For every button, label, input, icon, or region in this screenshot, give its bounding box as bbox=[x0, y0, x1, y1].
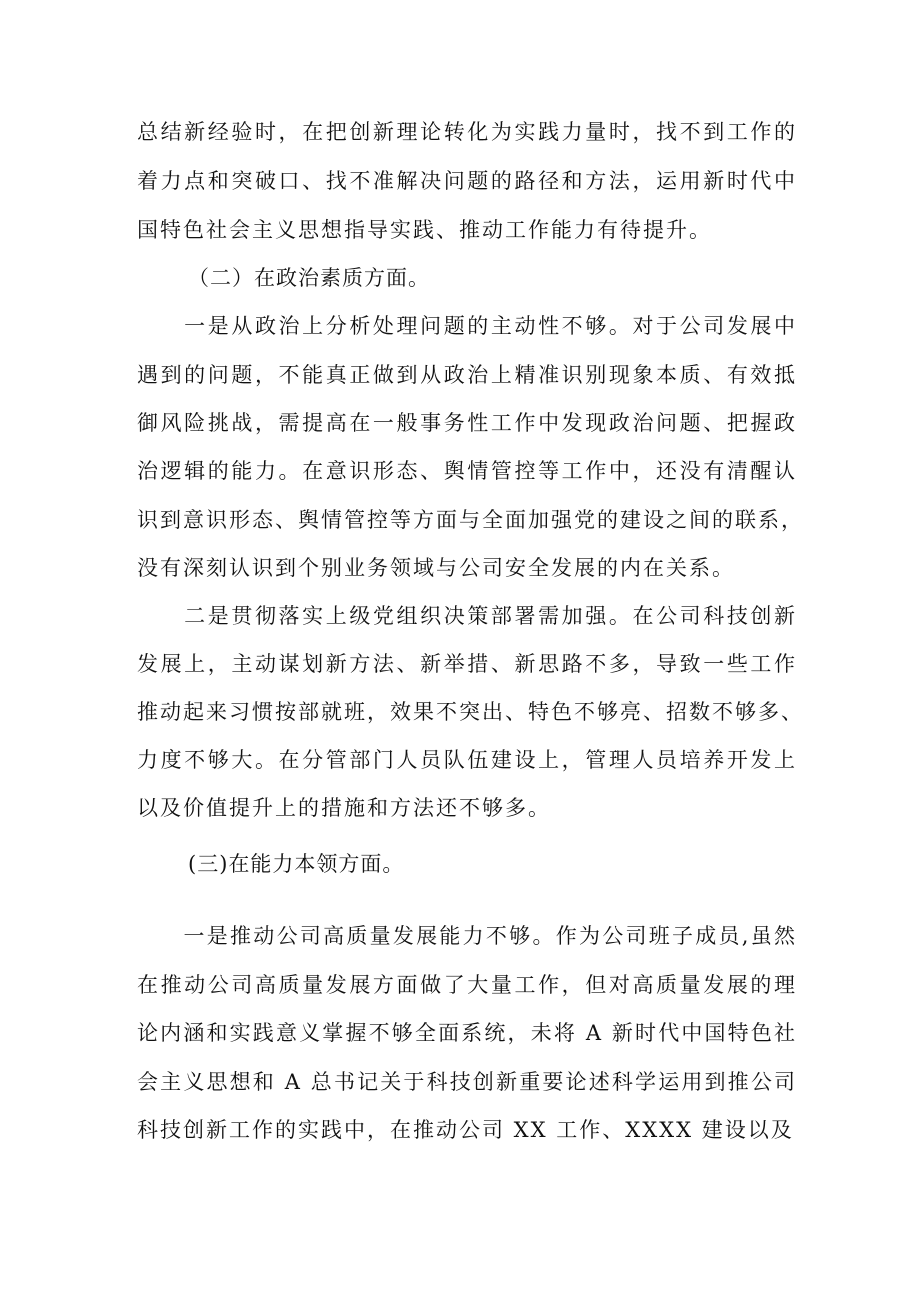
section-heading: （二）在政治素质方面。 bbox=[188, 266, 430, 290]
text-line: 科技创新工作的实践中，在推动公司 XX 工作、XXXX 建设以及 bbox=[137, 1118, 794, 1142]
text-line: 一是从政治上分析处理问题的主动性不够。对于公司发展中 bbox=[137, 314, 797, 338]
text-line: 御风险挑战，需提高在一般事务性工作中发现政治问题、把握政 bbox=[137, 411, 797, 435]
text-line: 发展上，主动谋划新方法、新举措、新思路不多，导致一些工作 bbox=[137, 652, 797, 676]
text-line: 论内涵和实践意义掌握不够全面系统，未将 A 新时代中国特色社 bbox=[137, 1021, 797, 1045]
text-line: 会主义思想和 A 总书记关于科技创新重要论述科学运用到推公司 bbox=[137, 1070, 797, 1094]
text-line: 推动起来习惯按部就班，效果不突出、特色不够亮、招数不够多、 bbox=[137, 700, 804, 724]
text-line: 识到意识形态、舆情管控等方面与全面加强党的建设之间的联系， bbox=[137, 508, 804, 532]
text-line: 着力点和突破口、找不准解决问题的路径和方法，运用新时代中 bbox=[137, 169, 797, 193]
text-line: 治逻辑的能力。在意识形态、舆情管控等工作中，还没有清醒认 bbox=[137, 459, 797, 483]
text-line: 力度不够大。在分管部门人员队伍建设上，管理人员培养开发上 bbox=[137, 748, 797, 772]
text-line: 在推动公司高质量发展方面做了大量工作，但对高质量发展的理 bbox=[137, 973, 797, 997]
text-line: 总结新经验时，在把创新理论转化为实践力量时，找不到工作的 bbox=[137, 120, 797, 144]
text-line: 二是贯彻落实上级党组织决策部署需加强。在公司科技创新 bbox=[137, 604, 797, 628]
section-heading: (三)在能力本领方面。 bbox=[188, 852, 405, 876]
text-line: 一是推动公司高质量发展能力不够。作为公司班子成员,虽然 bbox=[137, 924, 797, 948]
text-line: 以及价值提升上的措施和方法还不够多。 bbox=[137, 796, 551, 820]
text-line: 遇到的问题，不能真正做到从政治上精准识别现象本质、有效抵 bbox=[137, 363, 797, 387]
text-line: 国特色社会主义思想指导实践、推动工作能力有待提升。 bbox=[137, 218, 712, 242]
text-line: 没有深刻认识到个别业务领域与公司安全发展的内在关系。 bbox=[137, 556, 735, 580]
